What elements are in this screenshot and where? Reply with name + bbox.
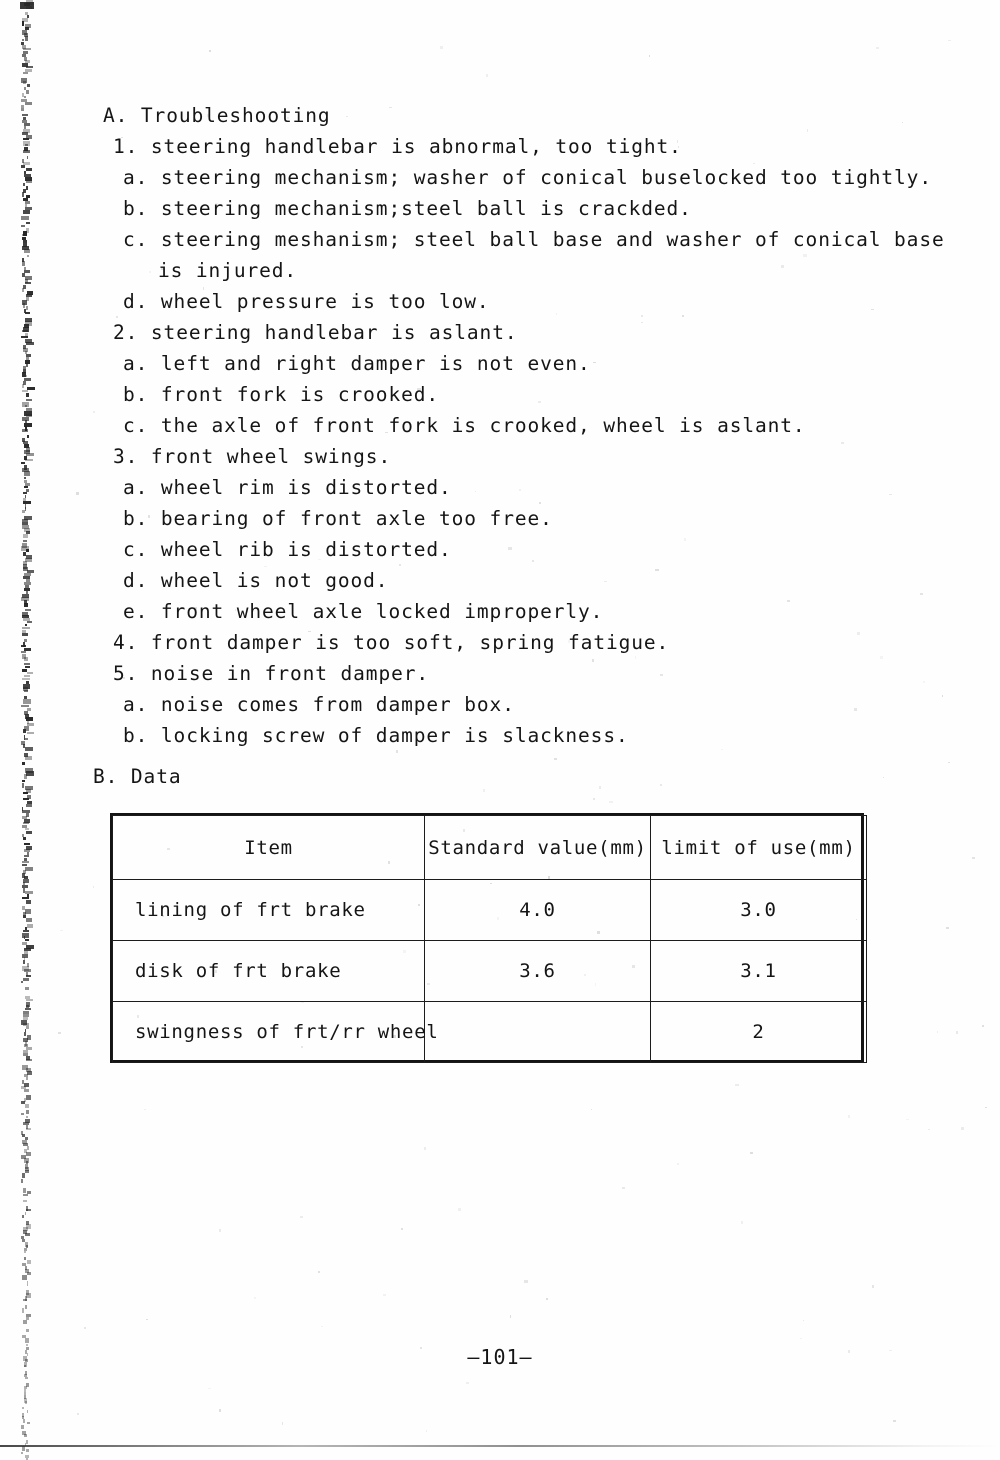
table-cell-standard-value: 4.0: [425, 880, 651, 941]
specification-table: [112, 815, 867, 1063]
table-cell-item: disk of frt brake: [113, 941, 425, 1002]
troubleshooting-line: e. front wheel axle locked improperly.: [123, 600, 604, 623]
troubleshooting-line: 4. front damper is too soft, spring fatigue.: [113, 631, 670, 654]
table-header-limit-of-use: limit of use(mm): [651, 816, 867, 880]
table-cell-standard-value: 3.6: [425, 941, 651, 1002]
table-header-item: Item: [113, 816, 425, 880]
troubleshooting-line: 3. front wheel swings.: [113, 445, 392, 468]
troubleshooting-line: b. front fork is crooked.: [123, 383, 439, 406]
table-cell-standard-value: [425, 1002, 651, 1063]
table-header-standard-value: Standard value(mm): [425, 816, 651, 880]
page-number: —101—: [467, 1345, 533, 1369]
troubleshooting-line: b. locking screw of damper is slackness.: [123, 724, 629, 747]
troubleshooting-list: [0, 131, 1000, 751]
table-cell-limit-of-use: 2: [651, 1002, 867, 1063]
troubleshooting-line: b. bearing of front axle too free.: [123, 507, 553, 530]
troubleshooting-line: a. noise comes from damper box.: [123, 693, 515, 716]
troubleshooting-line: 2. steering handlebar is aslant.: [113, 321, 518, 344]
table-cell-item: swingness of frt/rr wheel: [113, 1002, 425, 1063]
troubleshooting-line: a. wheel rim is distorted.: [123, 476, 452, 499]
troubleshooting-line: 1. steering handlebar is abnormal, too tight.: [113, 135, 682, 158]
scan-bottom-streak: [0, 1445, 1000, 1447]
troubleshooting-line: is injured.: [158, 259, 298, 282]
troubleshooting-line: c. wheel rib is distorted.: [123, 538, 452, 561]
section-a-heading: A. Troubleshooting: [103, 104, 331, 127]
troubleshooting-line: d. wheel is not good.: [123, 569, 389, 592]
troubleshooting-section: [0, 100, 1000, 751]
table-cell-item: lining of frt brake: [113, 880, 425, 941]
troubleshooting-line: 5. noise in front damper.: [113, 662, 429, 685]
troubleshooting-line: d. wheel pressure is too low.: [123, 290, 490, 313]
table-row: [113, 1002, 867, 1063]
table-cell-limit-of-use: 3.1: [651, 941, 867, 1002]
troubleshooting-line: a. steering mechanism; washer of conical buselocked too tightly.: [123, 166, 932, 189]
troubleshooting-line: b. steering mechanism;steel ball is crackded.: [123, 197, 692, 220]
table-header-row: [113, 816, 867, 880]
table-row: [113, 941, 867, 1002]
troubleshooting-line: c. the axle of front fork is crooked, wheel is aslant.: [123, 414, 806, 437]
table-cell-limit-of-use: 3.0: [651, 880, 867, 941]
troubleshooting-line: c. steering meshanism; steel ball base and washer of conical base: [123, 228, 945, 251]
section-b-heading: B. Data: [93, 765, 182, 788]
table-row: [113, 880, 867, 941]
troubleshooting-line: a. left and right damper is not even.: [123, 352, 591, 375]
